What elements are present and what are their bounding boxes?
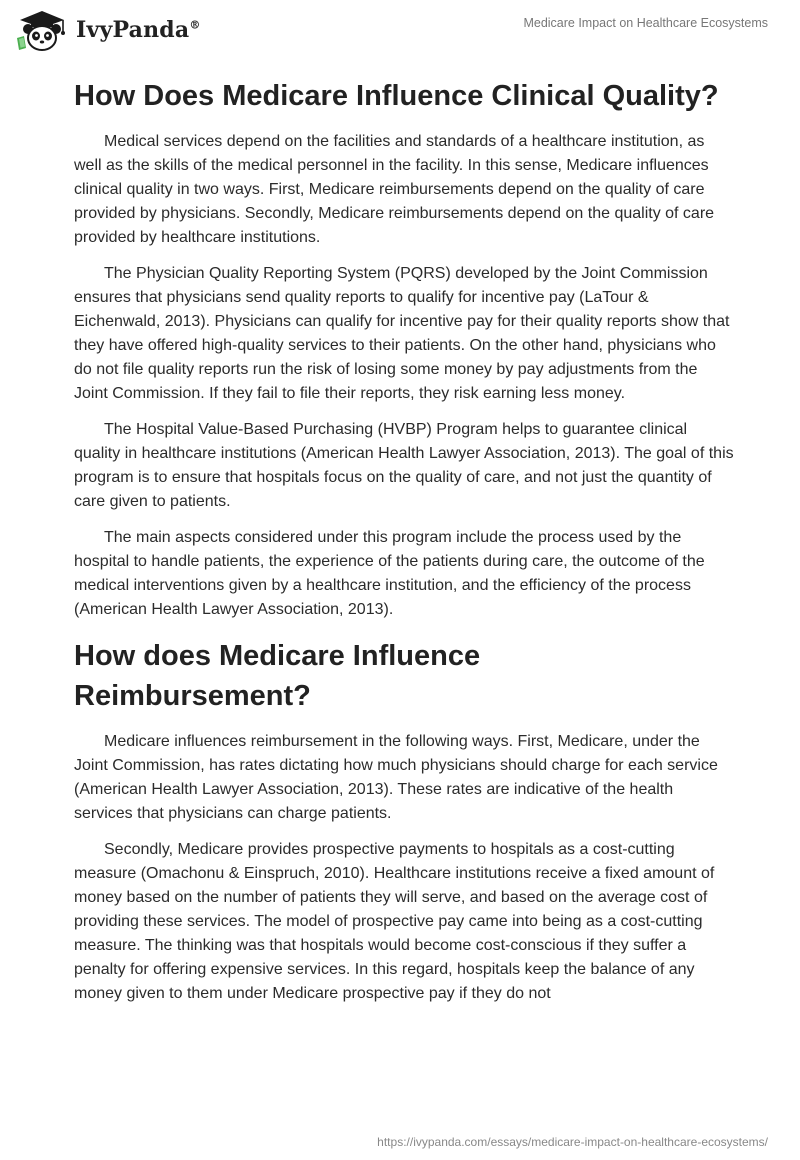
brand-logo[interactable] [14,8,201,52]
paragraph: Medicare influences reimbursement in the following ways. First, Medicare, under the Joint Commission, has rates dictating how much physicians should charge for each service (American Health Lawyer Association, 2013). These rates are indicative of the health services that physicians can charge patients. [74,733,718,822]
paragraph: The Physician Quality Reporting System (PQRS) developed by the Joint Commission ensures that physicians send quality reports to qualify for incentive pay (LaTour & Eichenwald, 2013). Physicians can qualify for incentive pay for their quality reports show that they have offered high-quality services to their patients. On the other hand, physicians who do not file quality reports run the risk of losing some money by pay adjustments from the Joint Commission. If they fail to file their reports, they risk earning less money. [74,265,730,402]
page-header [0,0,800,70]
section-heading-clinical-quality: How Does Medicare Influence Clinical Quality? [74,80,719,112]
essay-body [74,66,734,1018]
paragraph: Medical services depend on the facilities and standards of a healthcare institution, as well as the skills of the medical personnel in the facility. In this sense, Medicare influences clinical quality in two ways. First, Medicare reimbursements depend on the quality of care provided by physicians. Secondly, Medicare reimbursements depend on the quality of care provided by healthcare institutions. [74,133,715,246]
paragraph: The main aspects considered under this program include the process used by the hospital to handle patients, the experience of the patients during care, the outcome of the medical interventions given by a healthcare institution, and the efficiency of the process (American Health Lawyer Association, 2013). [74,529,705,618]
panda-graduation-icon [14,8,70,52]
source-url-link[interactable]: https://ivypanda.com/essays/medicare-impact-on-healthcare-ecosystems/ [377,1135,768,1149]
paragraph: The Hospital Value-Based Purchasing (HVBP) Program helps to guarantee clinical quality in healthcare institutions (American Health Lawyer Association, 2013). The goal of this program is to ensure that hospitals focus on the quality of care, and not just the quantity of care given to patients. [74,421,734,510]
paragraph: Secondly, Medicare provides prospective payments to hospitals as a cost-cutting measure (Omachonu & Einspruch, 2010). Healthcare institutions receive a fixed amount of money based on the number of patients they will serve, and based on the average cost of providing these services. The model of prospective pay came into being as a cost-cutting measure. The thinking was that hospitals would become cost-conscious if they suffer a penalty for offering expensive services. In this regard, hospitals keep the balance of any money given to them under Medicare prospective pay if they do not [74,841,715,1002]
section-heading-reimbursement: How does Medicare Influence Reimbursement? [74,640,481,712]
brand-name: IvyPanda® [76,17,201,43]
document-title: Medicare Impact on Healthcare Ecosystems [523,16,768,30]
